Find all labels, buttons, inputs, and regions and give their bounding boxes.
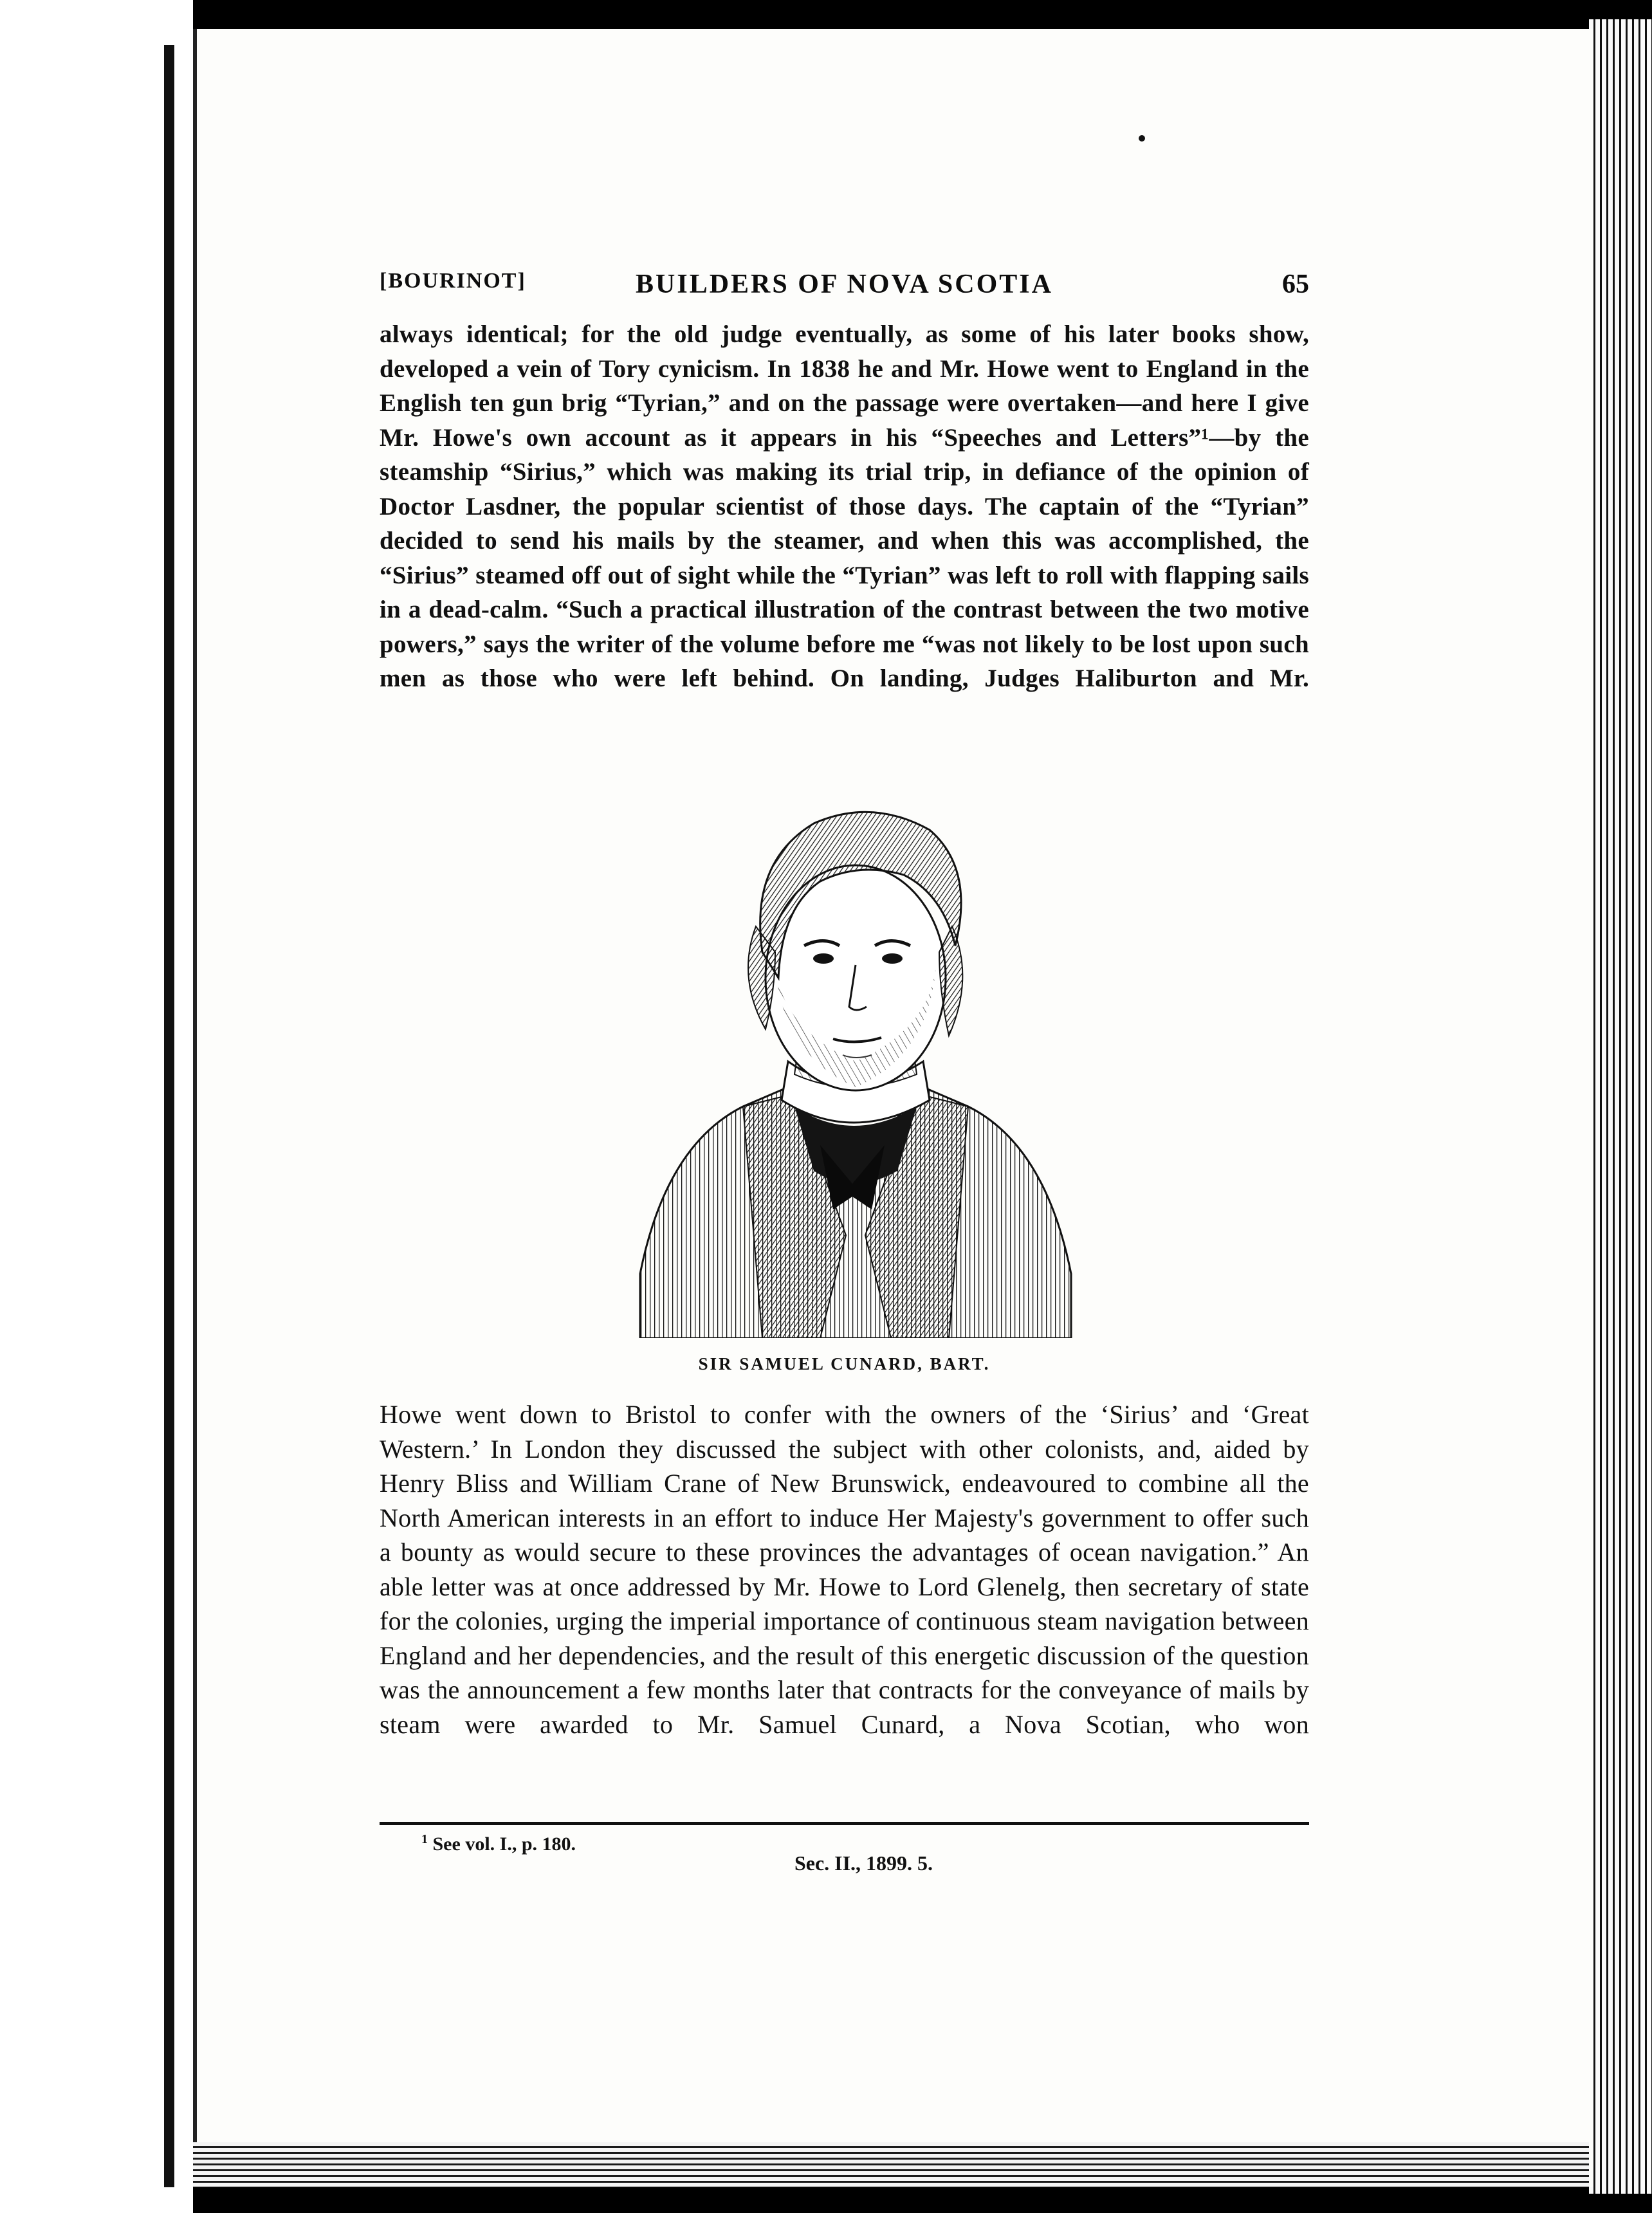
page-bottom-edge (193, 2142, 1589, 2187)
footnote-rule (380, 1822, 1309, 1825)
header-author: [BOURINOT] (380, 269, 526, 293)
footnote-text: See vol. I., p. 180. (432, 1833, 576, 1855)
page-edge-stack (1589, 19, 1652, 2194)
portrait-engraving (627, 785, 1078, 1338)
body-paragraph-top: always identical; for the old judge eventually, as some of his later books show, developed a vein of Tory cynicism. In 1838 he and Mr. Howe went to England in the English ten gun brig “Tyrian,” and on the passage were overtaken—and here I give Mr. Howe's own account as it appears in his “Speeches and Letters”¹—by the steamship “Sirius,” which was making its trial trip, in defiance of the opinion of Doctor Lasdner, the popular scientist of those days. The captain of the “Tyrian” decided to send his mails by the steamer, and when this was accomplished, the “Sirius” steamed off out of sight while the “Tyrian” was left to roll with flapping sails in a dead-calm. “Such a practical illustration of the contrast between the two motive powers,” says the writer of the volume before me “was not likely to be lost upon such men as those who were left behind. On landing, Judges Haliburton and Mr. (380, 320, 1309, 692)
figure-caption: SIR SAMUEL CUNARD, BART. (698, 1354, 991, 1373)
running-header (380, 269, 1309, 308)
printer-signature: Sec. II., 1899. 5. (794, 1851, 933, 1875)
page-number: 65 (1282, 270, 1309, 299)
scan-speck (1139, 135, 1145, 142)
body-paragraph-bottom: Howe went down to Bristol to confer with the owners of the ‘Sirius’ and ‘Great Western.’ In London they discussed the subject with other colonists, and, aided by Henry Bliss and William Crane of New Brunswick, endeavoured to combine all the North American interests in an effort to induce Her Majesty's government to offer such a bounty as would secure to these provinces the advantages of ocean navigation.” An able letter was at once addressed by Mr. Howe to Lord Glenelg, then secretary of state for the colonies, urging the imperial importance of continuous steam navigation between England and her dependencies, and the result of this energetic discussion of the question was the announcement a few months later that contracts for the conveyance of mails by steam were awarded to Mr. Samuel Cunard, a Nova Scotian, who won (380, 1400, 1309, 1739)
footnote-marker: 1 (421, 1832, 428, 1846)
binding-shadow (164, 45, 174, 2187)
header-title: BUILDERS OF NOVA SCOTIA (636, 270, 1053, 299)
